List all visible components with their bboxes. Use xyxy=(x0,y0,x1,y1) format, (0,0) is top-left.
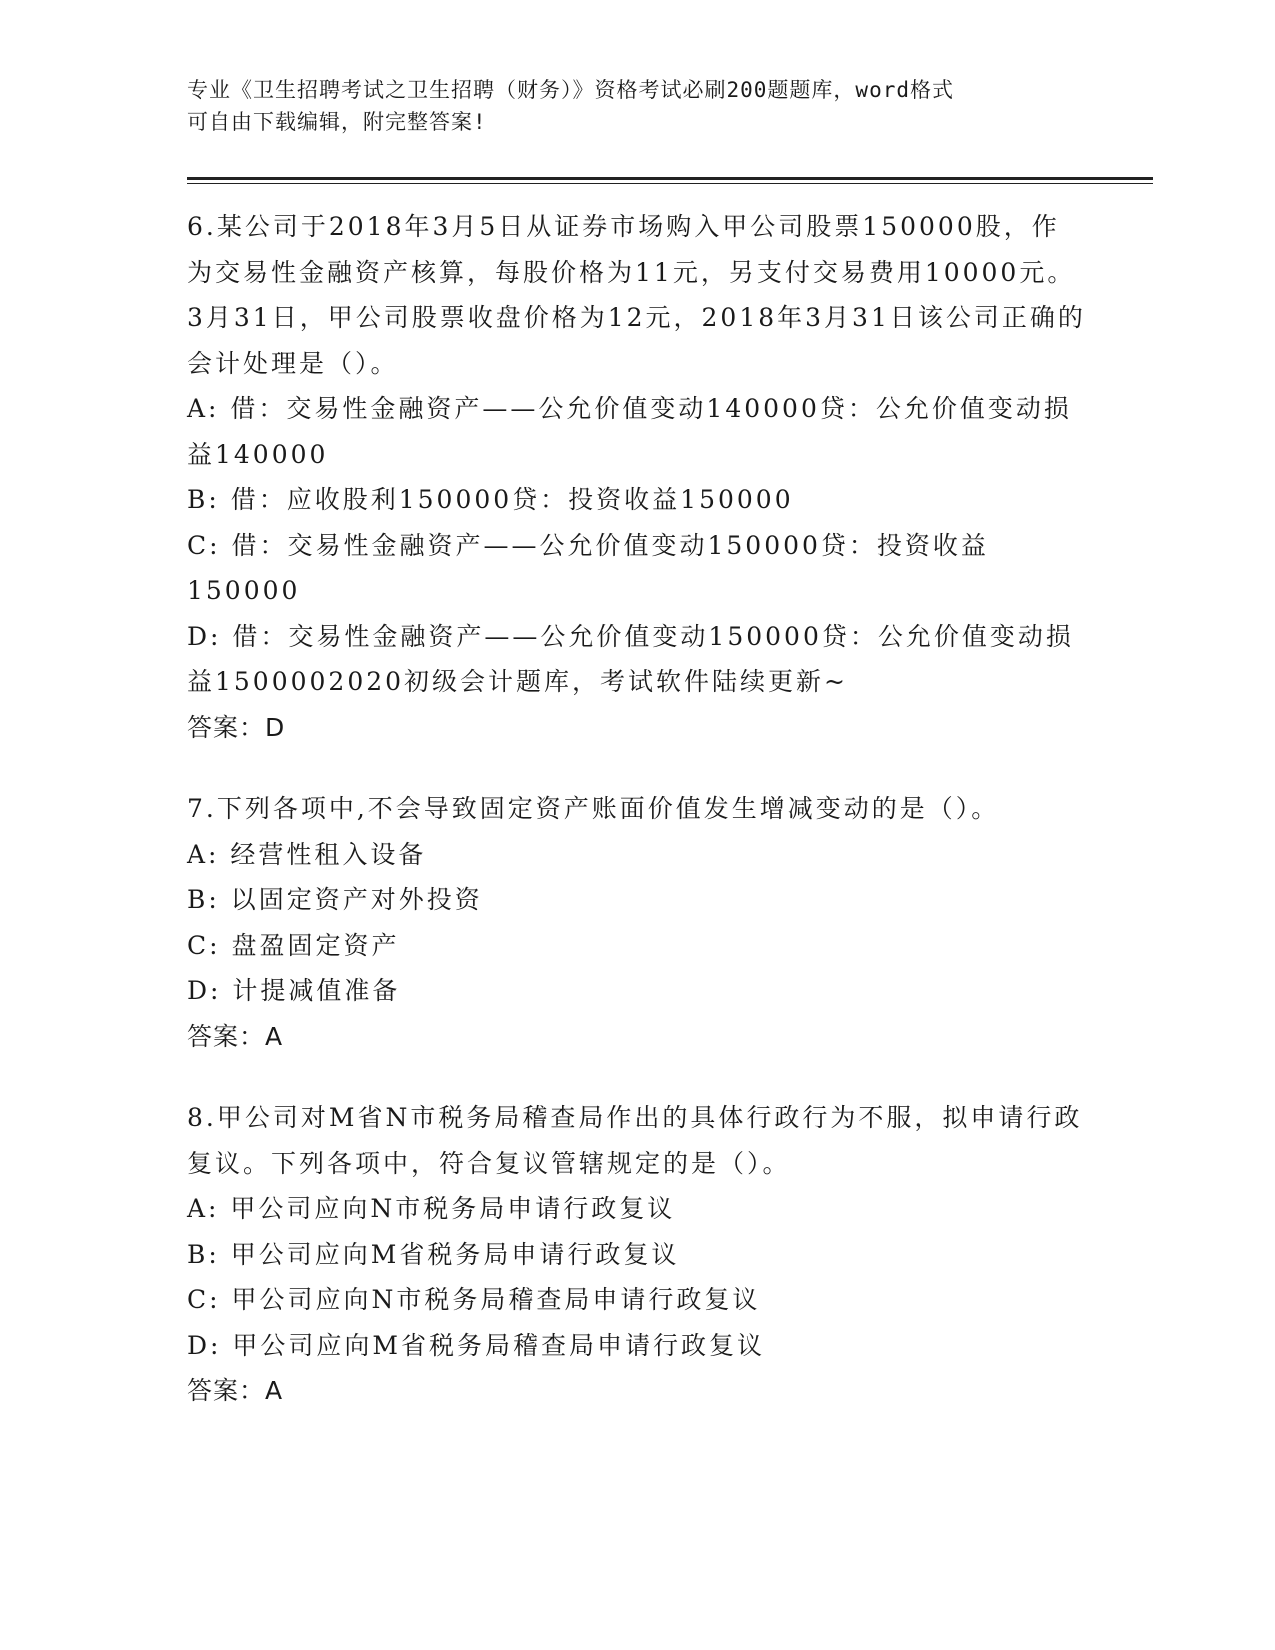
answer-label: 答案：A xyxy=(187,1376,284,1405)
question-text: 8.甲公司对M省N市税务局稽查局作出的具体行政行为不服，拟申请行政复议。下列各项中，符合复议管辖规定的是（）。 xyxy=(187,1103,1083,1178)
option-d: D: 甲公司应向M省税务局稽查局申请行政复议 xyxy=(187,1330,766,1360)
option-a: A: 借：交易性金融资产——公允价值变动140000贷：公允价值变动损益140000 xyxy=(187,394,1072,469)
option-c: C: 借：交易性金融资产——公允价值变动150000贷：投资收益150000 xyxy=(187,530,989,605)
option-c: C: 甲公司应向N市税务局稽查局申请行政复议 xyxy=(187,1285,761,1314)
question-text: 7.下列各项中,不会导致固定资产账面价值发生增减变动的是（）。 xyxy=(187,794,1000,823)
option-b: B: 甲公司应向M省税务局申请行政复议 xyxy=(187,1239,680,1269)
answer-label: 答案：A xyxy=(187,1021,284,1051)
option-b: B: 以固定资产对外投资 xyxy=(187,885,483,914)
option-a: A: 经营性租入设备 xyxy=(187,839,427,869)
option-a: A: 甲公司应向N市税务局申请行政复议 xyxy=(187,1194,676,1223)
question-text: 6.某公司于2018年3月5日从证券市场购入甲公司股票150000股，作为交易性金融资产核算，每股价格为11元，另支付交易费用10000元。3月31日，甲公司股票收盘价格为12元，2018年3月31日该公司正确的会计处理是（）。 xyxy=(187,212,1086,378)
option-d: D: 计提减值准备 xyxy=(187,976,401,1005)
question-list xyxy=(187,204,1087,1414)
question-7 xyxy=(187,786,1087,1059)
document-header xyxy=(187,74,1067,138)
question-6 xyxy=(187,204,1087,750)
question-8 xyxy=(187,1095,1087,1414)
header-divider xyxy=(187,177,1153,184)
answer-label: 答案：D xyxy=(187,712,286,742)
option-d: D: 借：交易性金融资产——公允价值变动150000贷：公允价值变动损益1500002020初级会计题库，考试软件陆续更新~ xyxy=(187,621,1074,696)
option-b: B: 借：应收股利150000贷：投资收益150000 xyxy=(187,485,794,514)
option-c: C: 盘盈固定资产 xyxy=(187,930,400,960)
header-line-1: 专业《卫生招聘考试之卫生招聘（财务）》资格考试必刷200题题库，word格式 xyxy=(187,78,954,102)
header-line-2: 可自由下载编辑，附完整答案! xyxy=(187,110,487,134)
